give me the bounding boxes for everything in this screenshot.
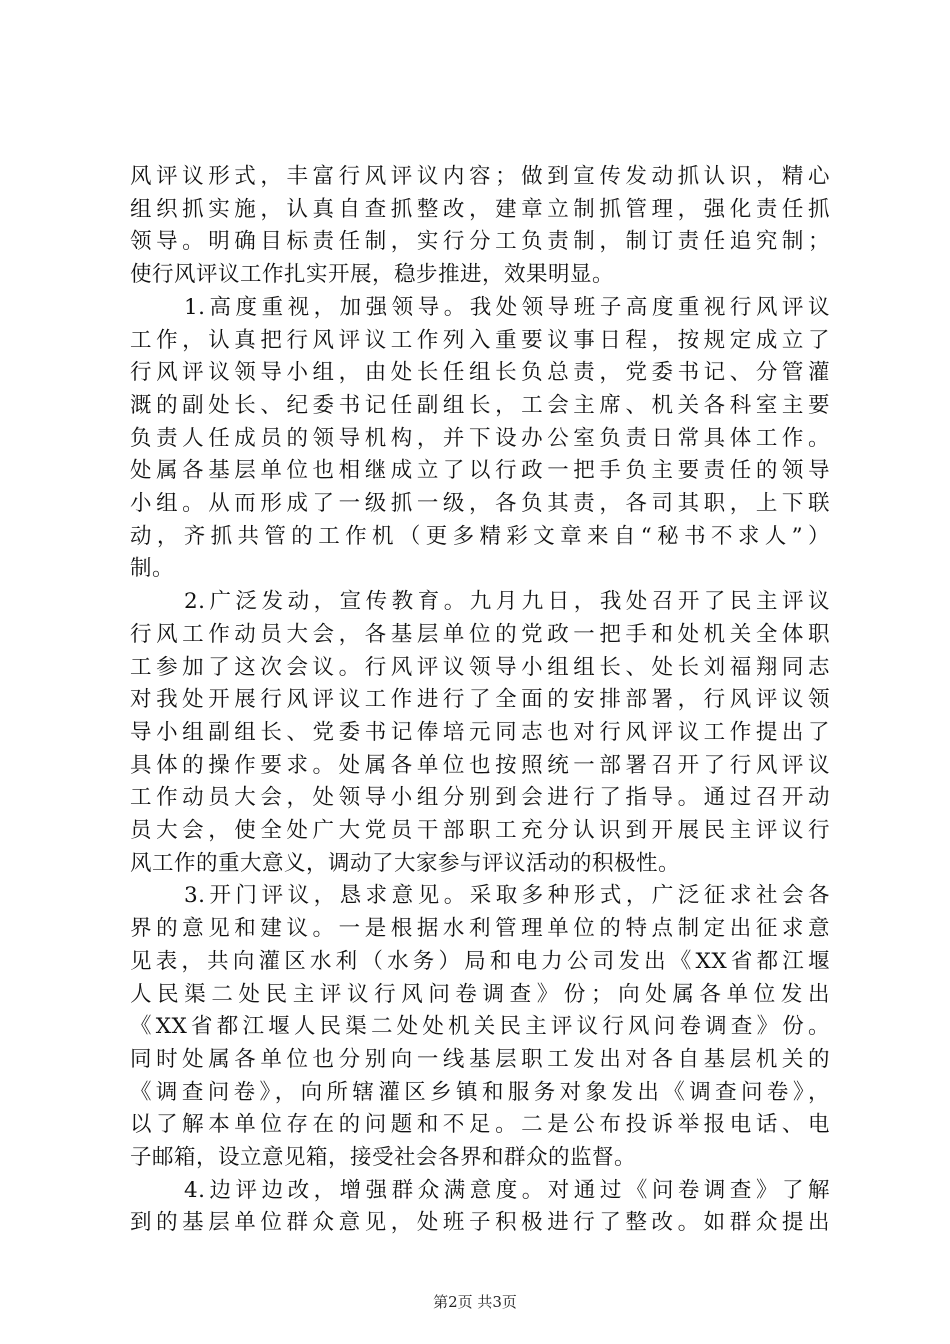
text-line: 工作动员大会，处领导小组分别到会进行了指导。通过召开动	[130, 785, 830, 811]
text-line: 风工作的重大意义，调动了大家参与评议活动的积极性。	[130, 850, 681, 876]
text-line: 4.边评边改，增强群众满意度。对通过《问卷调查》了解	[184, 1177, 830, 1203]
text-line: 风评议形式，丰富行风评议内容；做到宣传发动抓认识，精心	[130, 164, 830, 189]
text-line: 具体的操作要求。处属各单位也按照统一部署召开了行风评议	[130, 752, 830, 778]
text-line: 行风评议领导小组，由处长任组长负总责，党委书记、分管灌	[130, 360, 830, 386]
text-line: 到的基层单位群众意见，处班子积极进行了整改。如群众提出	[130, 1210, 830, 1236]
text-line: 工作，认真把行风评议工作列入重要议事日程，按规定成立了	[130, 327, 830, 353]
text-line: 3.开门评议，恳求意见。采取多种形式，广泛征求社会各	[184, 883, 830, 909]
text-line: 员大会，使全处广大党员干部职工充分认识到开展民主评议行	[130, 818, 830, 843]
text-line: 《XX省都江堰人民渠二处处机关民主评议行风问卷调查》份。	[130, 1014, 830, 1040]
text-line: 子邮箱，设立意见箱，接受社会各界和群众的监督。	[130, 1145, 637, 1170]
text-line: 见表，共向灌区水利（水务）局和电力公司发出《XX省都江堰	[130, 948, 830, 974]
text-line: 小组。从而形成了一级抓一级，各负其责，各司其职，上下联	[130, 491, 830, 516]
text-line: 组织抓实施，认真自查抓整改，建章立制抓管理，强化责任抓	[130, 196, 830, 222]
text-line: 使行风评议工作扎实开展，稳步推进，效果明显。	[130, 262, 615, 288]
text-line: 动，齐抓共管的工作机（更多精彩文章来自“秘书不求人”）	[130, 523, 830, 549]
text-line: 处属各基层单位也相继成立了以行政一把手负主要责任的领导	[130, 458, 830, 484]
text-line: 领导。明确目标责任制，实行分工负责制，制订责任追究制；	[130, 229, 830, 255]
text-line: 溉的副处长、纪委书记任副组长，工会主席、机关各科室主要	[130, 392, 830, 418]
text-line: 导小组副组长、党委书记俸培元同志也对行风评议工作提出了	[130, 719, 830, 745]
text-line: 负责人任成员的领导机构，并下设办公室负责日常具体工作。	[130, 425, 830, 451]
text-line: 《调查问卷》，向所辖灌区乡镇和服务对象发出《调查问卷》，	[130, 1079, 830, 1105]
text-line: 工参加了这次会议。行风评议领导小组组长、处长刘福翔同志	[130, 654, 830, 680]
text-line: 1.高度重视，加强领导。我处领导班子高度重视行风评议	[184, 294, 830, 320]
text-line: 同时处属各单位也分别向一线基层职工发出对各自基层机关的	[130, 1046, 830, 1072]
text-line: 以了解本单位存在的问题和不足。二是公布投诉举报电话、电	[130, 1112, 830, 1138]
text-line: 行风工作动员大会，各基层单位的党政一把手和处机关全体职	[130, 621, 830, 647]
text-line: 2.广泛发动，宣传教育。九月九日，我处召开了民主评议	[184, 589, 830, 615]
text-line: 对我处开展行风评议工作进行了全面的安排部署，行风评议领	[130, 687, 830, 713]
text-line: 人民渠二处民主评议行风问卷调查》份；向处属各单位发出	[130, 981, 830, 1007]
text-line: 界的意见和建议。一是根据水利管理单位的特点制定出征求意	[130, 916, 830, 942]
text-line: 制。	[130, 556, 175, 582]
page-footer: 第2页 共3页	[433, 1293, 517, 1311]
